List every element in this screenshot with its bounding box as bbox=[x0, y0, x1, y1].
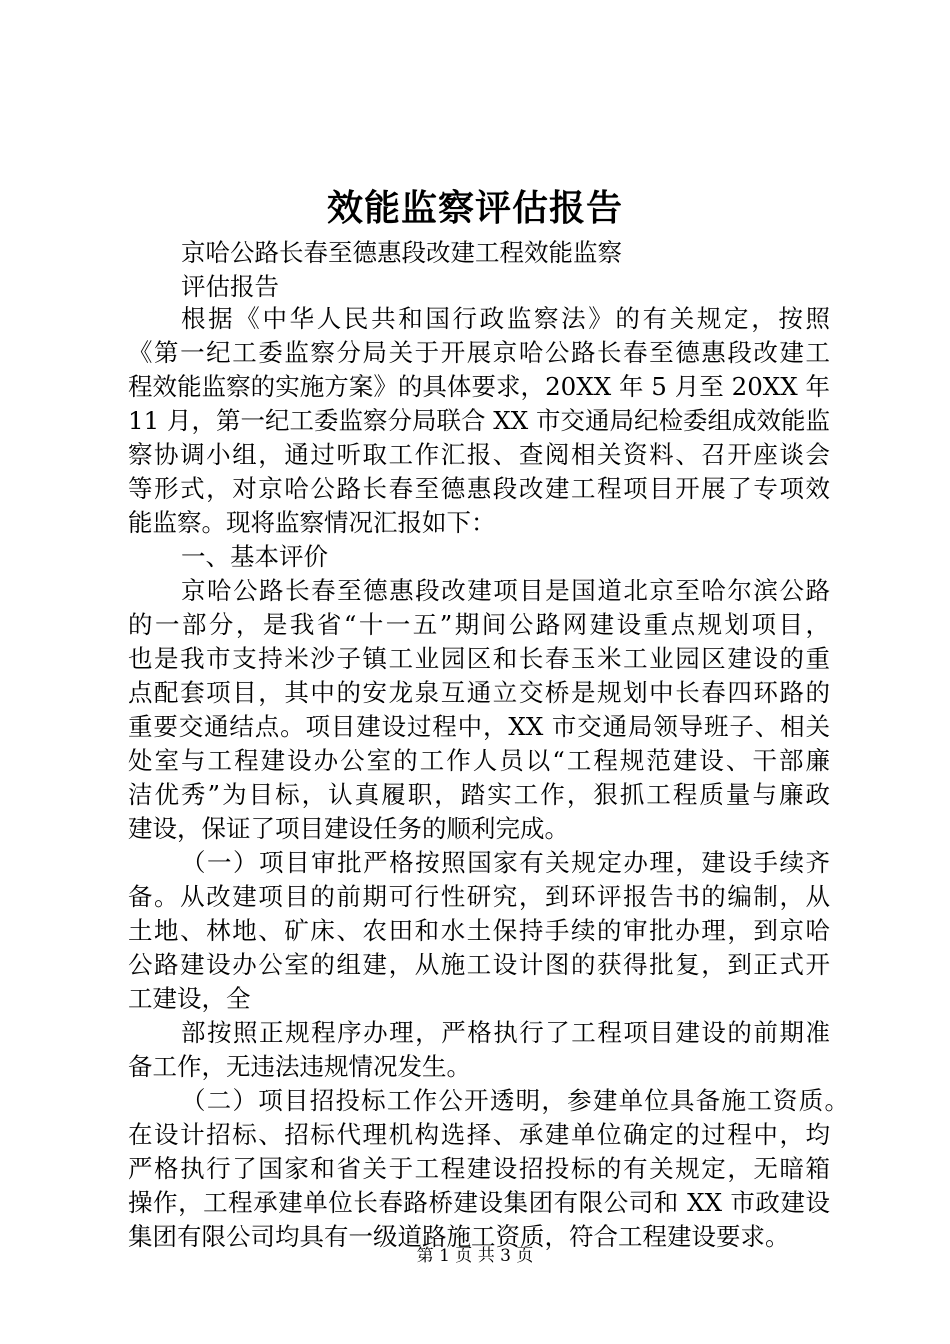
body-line: 程效能监察的实施方案》的具体要求，20XX 年 5 月至 20XX 年 bbox=[128, 372, 830, 401]
body-line: 在设计招标、招标代理机构选择、承建单位确定的过程中，均 bbox=[128, 1120, 830, 1149]
body-line: 工建设，全 bbox=[128, 984, 251, 1013]
body-line: 洁优秀”为目标，认真履职，踏实工作，狠抓工程质量与廉政 bbox=[128, 780, 830, 809]
page-number: 第 1 页 共 3 页 bbox=[416, 1246, 534, 1266]
body-line: 11 月，第一纪工委监察分局联合 XX 市交通局纪检委组成效能监 bbox=[128, 406, 830, 435]
body-line: 处室与工程建设办公室的工作人员以“工程规范建设、干部廉 bbox=[128, 746, 830, 775]
body-line: 《第一纪工委监察分局关于开展京哈公路长春至德惠段改建工 bbox=[128, 338, 830, 367]
body-line: 建设，保证了项目建设任务的顺利完成。 bbox=[128, 814, 569, 843]
section-heading: 一、基本评价 bbox=[181, 542, 328, 571]
body-line: 京哈公路长春至德惠段改建项目是国道北京至哈尔滨公路 bbox=[181, 576, 830, 605]
body-line: 察协调小组，通过听取工作汇报、查阅相关资料、召开座谈会 bbox=[128, 440, 830, 469]
body-line: 公路建设办公室的组建，从施工设计图的获得批复，到正式开 bbox=[128, 950, 830, 979]
body-line: 能监察。现将监察情况汇报如下： bbox=[128, 508, 496, 537]
body-line: 的一部分，是我省“十一五”期间公路网建设重点规划项目， bbox=[128, 610, 830, 639]
body-line: 部按照正规程序办理，严格执行了工程项目建设的前期准 bbox=[181, 1018, 830, 1047]
subtitle-line-1: 京哈公路长春至德惠段改建工程效能监察 bbox=[181, 238, 622, 267]
body-line: 集团有限公司均具有一级道路施工资质，符合工程建设要求。 bbox=[128, 1222, 790, 1251]
body-line: 备工作，无违法违规情况发生。 bbox=[128, 1052, 471, 1081]
body-line: （一）项目审批严格按照国家有关规定办理，建设手续齐 bbox=[181, 848, 830, 877]
body-line: 点配套项目，其中的安龙泉互通立交桥是规划中长春四环路的 bbox=[128, 678, 830, 707]
body-line: 重要交通结点。项目建设过程中，XX 市交通局领导班子、相关 bbox=[128, 712, 830, 741]
body-line: 备。从改建项目的前期可行性研究，到环评报告书的编制，从 bbox=[128, 882, 830, 911]
body-line: 土地、林地、矿床、农田和水土保持手续的审批办理，到京哈 bbox=[128, 916, 830, 945]
body-line: 也是我市支持米沙子镇工业园区和长春玉米工业园区建设的重 bbox=[128, 644, 830, 673]
body-line: 操作，工程承建单位长春路桥建设集团有限公司和 XX 市政建设 bbox=[128, 1188, 830, 1217]
body-line: 严格执行了国家和省关于工程建设招投标的有关规定，无暗箱 bbox=[128, 1154, 830, 1183]
body-line: 等形式，对京哈公路长春至德惠段改建工程项目开展了专项效 bbox=[128, 474, 830, 503]
body-line: 根据《中华人民共和国行政监察法》的有关规定，按照 bbox=[181, 304, 830, 333]
document-title: 效能监察评估报告 bbox=[326, 187, 623, 229]
subtitle-line-2: 评估报告 bbox=[181, 272, 279, 301]
body-line: （二）项目招投标工作公开透明，参建单位具备施工资质。 bbox=[181, 1086, 849, 1115]
